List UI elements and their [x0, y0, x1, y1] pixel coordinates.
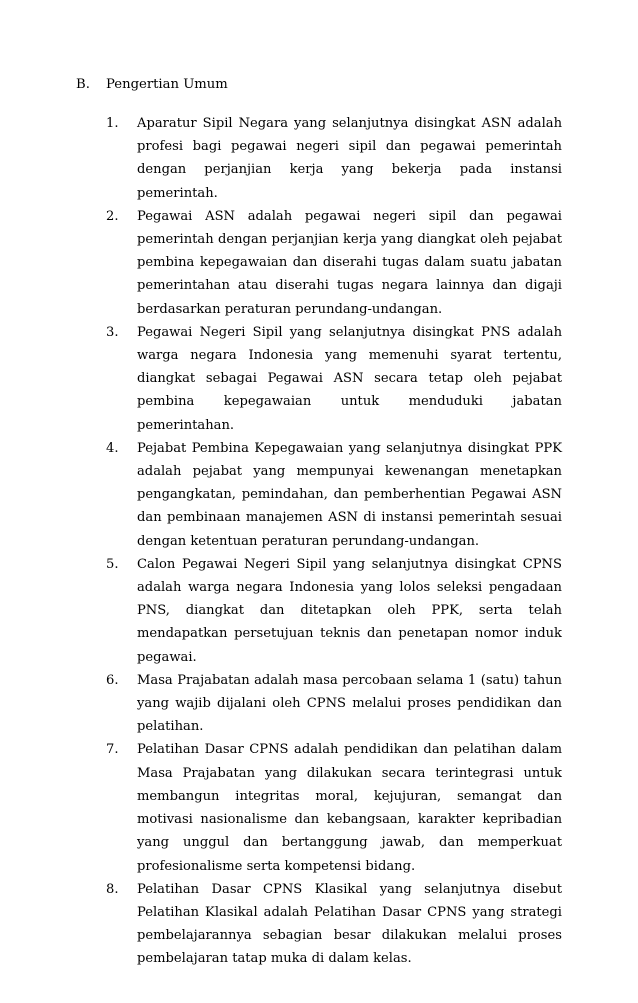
section-heading — [76, 76, 228, 93]
section-letter: B. — [76, 77, 90, 92]
section-title: Pengertian Umum — [106, 77, 228, 92]
list-item — [106, 321, 562, 437]
list-item — [106, 878, 562, 971]
list-item — [106, 738, 562, 877]
list-item — [106, 205, 562, 321]
definitions-list — [106, 112, 562, 971]
item-text: Pelatihan Dasar CPNS Klasikal yang selanjutnya disebut Pelatihan Klasikal adalah Pelatihan Dasar CPNS yang strategi pembelajarannya sebagian besar dilakukan melalui proses pembelajaran tatap muka di dalam kelas. — [137, 881, 562, 967]
list-item — [106, 112, 562, 205]
item-text: Pejabat Pembina Kepegawaian yang selanjutnya disingkat PPK adalah pejabat yang mempunyai kewenangan menetapkan pengangkatan, pemindahan, dan pemberhentian Pegawai ASN dan pembinaan manajemen ASN di instansi pemerintah sesuai dengan ketentuan peraturan perundang-undangan. — [137, 440, 562, 549]
item-text: Calon Pegawai Negeri Sipil yang selanjutnya disingkat CPNS adalah warga negara Indonesia yang lolos seleksi pengadaan PNS, diangkat dan ditetapkan oleh PPK, serta telah mendapatkan persetujuan teknis dan penetapan nomor induk pegawai. — [137, 556, 562, 665]
item-number: 5. — [106, 556, 119, 572]
item-number: 8. — [106, 881, 119, 897]
item-text: Pegawai Negeri Sipil yang selanjutnya disingkat PNS adalah warga negara Indonesia yang memenuhi syarat tertentu, diangkat sebagai Pegawai ASN secara tetap oleh pejabat pembina kepegawaian untuk menduduki jabatan pemerintahan. — [137, 324, 562, 433]
item-text: Aparatur Sipil Negara yang selanjutnya disingkat ASN adalah profesi bagi pegawai negeri sipil dan pegawai pemerintah dengan perjanjian kerja yang bekerja pada instansi pemerintah. — [137, 116, 562, 201]
item-number: 1. — [106, 116, 119, 131]
item-number: 3. — [106, 324, 119, 340]
item-number: 7. — [106, 742, 119, 758]
item-number: 2. — [106, 208, 119, 224]
item-text: Masa Prajabatan adalah masa percobaan selama 1 (satu) tahun yang wajib dijalani oleh CPNS melalui proses pendidikan dan pelatihan. — [137, 672, 562, 735]
list-item — [106, 669, 562, 739]
item-number: 4. — [106, 440, 119, 456]
list-item — [106, 553, 562, 669]
list-item — [106, 437, 562, 553]
item-number: 6. — [106, 672, 119, 688]
item-text: Pelatihan Dasar CPNS adalah pendidikan dan pelatihan dalam Masa Prajabatan yang dilakukan secara terintegrasi untuk membangun integritas moral, kejujuran, semangat dan motivasi nasionalisme dan kebangsaan, karakter kepribadian yang unggul dan bertanggung jawab, dan memperkuat profesionalisme serta kompetensi bidang. — [137, 742, 562, 874]
item-text: Pegawai ASN adalah pegawai negeri sipil dan pegawai pemerintah dengan perjanjian kerja yang diangkat oleh pejabat pembina kepegawaian dan diserahi tugas dalam suatu jabatan pemerintahan atau diserahi tugas negara lainnya dan digaji berdasarkan peraturan perundang-undangan. — [137, 208, 562, 317]
